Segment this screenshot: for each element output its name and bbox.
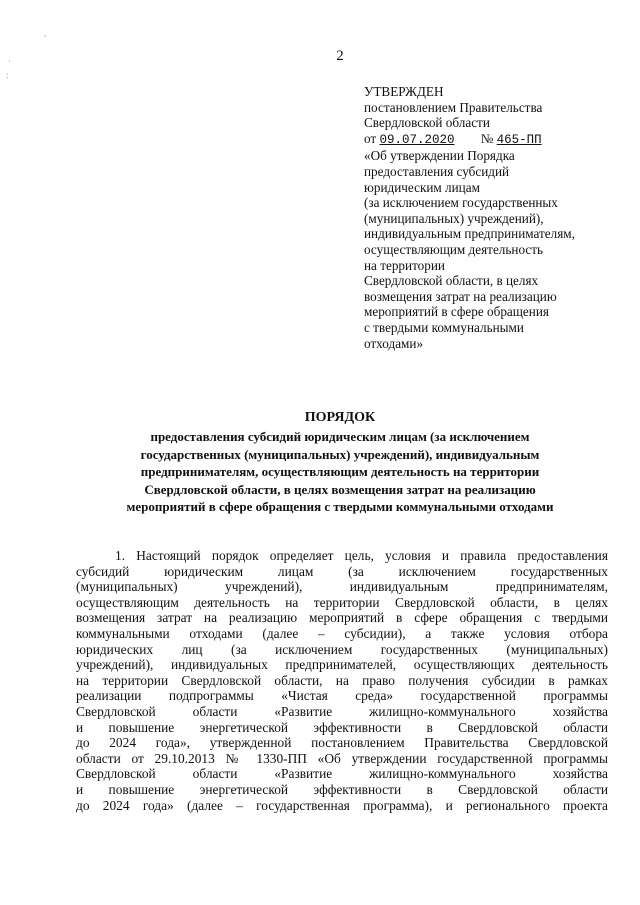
- document-title: ПОРЯДОК: [304, 410, 376, 425]
- body-line: и повышение энергетической эффективности в Свердловской области: [76, 781, 608, 797]
- approval-line: постановлением Правительства: [364, 99, 543, 115]
- scan-speck: ·: [8, 56, 11, 66]
- body-line: (муниципальных) учреждений), индивидуальным предпринимателям,: [76, 579, 608, 595]
- approval-heading: УТВЕРЖДЕН: [364, 84, 444, 99]
- subtitle-line: предпринимателям, осуществляющим деятельность на территории: [140, 464, 540, 480]
- subtitle-line: мероприятий в сфере обращения с твердыми коммунальными отходами: [126, 499, 554, 515]
- approval-number: 465-ПП: [496, 132, 542, 147]
- body-line: до 2024 года» (далее – государственная программа), и регионального проекта: [76, 797, 608, 813]
- body-line: осуществляющим деятельность на территории Свердловской области, в целях: [76, 594, 608, 610]
- body-line: и повышение энергетической эффективности в Свердловской области: [76, 719, 608, 735]
- body-line: коммунальными отходами (далее – субсидии), а также условия отбора: [76, 625, 608, 641]
- number-sign: №: [480, 130, 494, 146]
- approval-line: Свердловской области, в целях: [364, 273, 539, 289]
- subtitle-line: государственных (муниципальных) учреждений), индивидуальным: [140, 446, 540, 462]
- body-line: 1. Настоящий порядок определяет цель, условия и правила предоставления: [115, 548, 608, 563]
- approval-line: (муниципальных) учреждений),: [364, 210, 544, 226]
- body-line: Свердловской области «Развитие жилищно-коммунального хозяйства: [76, 703, 608, 719]
- body-line: на территории Свердловской области, на право получения субсидии в рамках: [76, 672, 608, 688]
- scan-speck: ,: [44, 28, 47, 38]
- body-line: Свердловской области «Развитие жилищно-коммунального хозяйства: [76, 766, 608, 782]
- date-prefix: от: [364, 130, 377, 146]
- approval-line: «Об утверждении Порядка: [364, 148, 515, 164]
- page-number: 2: [336, 48, 344, 64]
- approval-line: осуществляющим деятельность: [364, 241, 544, 257]
- approval-line: предоставления субсидий: [364, 163, 510, 179]
- body-paragraph: [76, 548, 608, 813]
- approval-date: 09.07.2020: [379, 132, 455, 147]
- body-line: учреждений), индивидуальных предпринимателей, осуществляющих деятельность: [76, 657, 608, 673]
- approval-line: индивидуальным предпринимателям,: [364, 226, 575, 242]
- approval-line: отходами»: [364, 335, 424, 351]
- approval-line: на территории: [364, 257, 445, 273]
- body-line: области от 29.10.2013 № 1330-ПП «Об утверждении государственной программы: [76, 750, 608, 766]
- document-subtitle: [60, 428, 620, 516]
- approval-date-line: [364, 131, 614, 149]
- approval-line: Свердловской области: [364, 115, 490, 131]
- body-line: возмещения затрат на реализацию мероприятий в сфере обращения с твердыми: [76, 610, 608, 626]
- body-line: субсидий юридическим лицам (за исключением государственных: [76, 563, 608, 579]
- approval-line: мероприятий в сфере обращения: [364, 304, 549, 320]
- approval-block: [364, 84, 614, 351]
- body-line: реализации подпрограммы «Чистая среда» государственной программы: [76, 688, 608, 704]
- scan-speck: :: [6, 70, 9, 80]
- subtitle-line: предоставления субсидий юридическим лицам (за исключением: [150, 429, 530, 444]
- subtitle-line: Свердловской области, в целях возмещения затрат на реализацию: [144, 481, 536, 497]
- body-line: до 2024 года», утвержденной постановлением Правительства Свердловской: [76, 735, 608, 751]
- body-line: юридических лиц (за исключением государственных (муниципальных): [76, 641, 608, 657]
- approval-line: юридическим лицам: [364, 179, 480, 195]
- approval-line: (за исключением государственных: [364, 195, 558, 211]
- approval-line: возмещения затрат на реализацию: [364, 288, 557, 304]
- approval-line: с твердыми коммунальными: [364, 319, 524, 335]
